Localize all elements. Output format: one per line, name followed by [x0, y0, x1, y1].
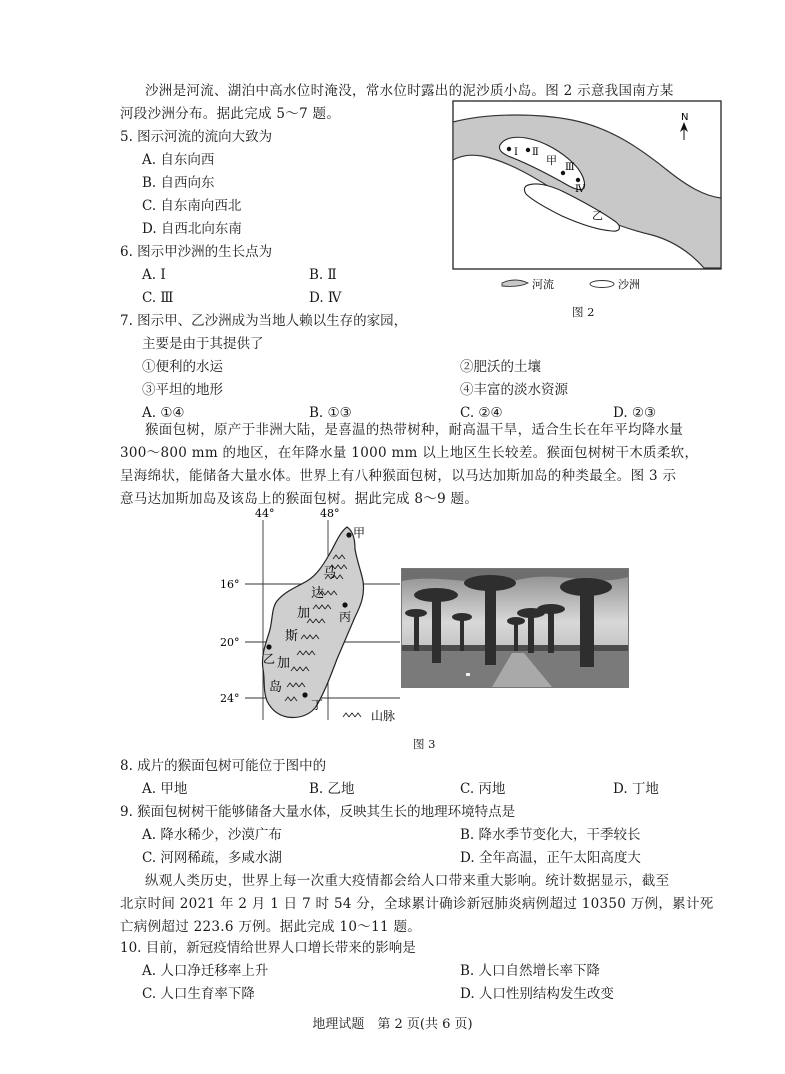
intro-passage-2-l3	[120, 465, 676, 488]
island-char-6: 岛	[269, 680, 283, 695]
page-footer: 地理试题 第 2 页(共 6 页)	[312, 1017, 473, 1032]
q7-choice-4: ④丰富的淡水资源	[460, 382, 568, 398]
island-char-1: 马	[323, 566, 337, 581]
legend-sandbar-symbol	[590, 281, 614, 288]
intro-passage-3-l1	[145, 870, 669, 893]
legend-mountain-symbol	[343, 713, 361, 717]
q7-choice-3: ③平坦的地形	[142, 382, 223, 398]
island-char-4: 斯	[285, 629, 299, 644]
intro-1-line-2: 河段沙洲分布。据此完成 5～7 题。	[120, 106, 341, 122]
intro-1-line-1: 沙洲是河流、湖泊中高水位时淹没，常水位时露出的泥沙质小岛。图 2 示意我国南方某	[145, 83, 674, 99]
point-jia-dot	[346, 532, 351, 537]
legend-river-label: 河流	[532, 278, 554, 291]
intro-3-line-1: 纵观人类历史，世界上每一次重大疫情都会给人口带来重大影响。统计数据显示，截至	[145, 873, 670, 889]
intro-passage-2-l1	[145, 419, 683, 442]
q5-stem: 5. 图示河流的流向大致为	[120, 129, 273, 145]
point-IV-dot	[576, 178, 580, 182]
q9-option-b[interactable]: B. 降水季节变化大，干季较长	[460, 827, 641, 843]
q7-choice-1: ①便利的水运	[142, 359, 223, 375]
q10-option-a[interactable]: A. 人口净迁移率上升	[142, 963, 269, 979]
sandbar-jia-label: 甲	[546, 154, 557, 167]
legend-sandbar-label: 沙洲	[618, 278, 640, 291]
north-label: N	[681, 112, 689, 123]
q7-stem-line-2: 主要是由于其提供了	[142, 336, 264, 352]
point-yi-label: 乙	[263, 652, 276, 666]
figure-2-sandbar-map	[452, 100, 724, 300]
q9-option-a[interactable]: A. 降水稀少，沙漠广布	[142, 827, 282, 843]
lat-24-label: 24°	[220, 692, 240, 705]
q8-option-d[interactable]: D. 丁地	[613, 781, 659, 797]
q6-option-a[interactable]: A. Ⅰ	[142, 267, 166, 283]
island-char-5: 加	[277, 656, 291, 671]
point-bing-dot	[342, 602, 347, 607]
point-III-label: Ⅲ	[565, 162, 575, 173]
legend-mountain-label: 山脉	[371, 709, 396, 723]
q9-option-d[interactable]: D. 全年高温，正午太阳高度大	[460, 850, 641, 866]
point-bing-label: 丙	[339, 610, 352, 624]
point-ding-label: 丁	[311, 698, 324, 712]
lat-16-label: 16°	[220, 578, 240, 591]
intro-passage-3-l3	[120, 916, 421, 939]
q5-option-a[interactable]: A. 自东向西	[142, 152, 215, 168]
intro-passage-1-cont	[120, 103, 340, 126]
q7-option-d[interactable]: D. ②③	[613, 405, 657, 421]
q5-option-c[interactable]: C. 自东南向西北	[142, 198, 242, 214]
intro-passage-3-l2	[120, 893, 714, 916]
q6-option-b[interactable]: B. Ⅱ	[309, 267, 337, 283]
intro-2-line-3: 呈海绵状，能储备大量水体。世界上有八种猴面包树，以马达加斯加岛的种类最全。图 3 示	[120, 468, 677, 484]
baobab-photo-image	[402, 569, 628, 687]
point-IV-label: Ⅳ	[575, 184, 585, 195]
q5-option-b[interactable]: B. 自西向东	[142, 175, 215, 191]
baobab-photo	[401, 568, 629, 688]
point-II-dot	[526, 148, 530, 152]
point-I-label: Ⅰ	[514, 147, 518, 158]
q8-option-b[interactable]: B. 乙地	[309, 781, 355, 797]
island-char-3: 加	[297, 606, 311, 621]
intro-2-line-4: 意马达加斯加岛及该岛上的猴面包树。据此完成 8～9 题。	[120, 491, 479, 507]
q10-option-b[interactable]: B. 人口自然增长率下降	[460, 963, 601, 979]
figure-2-caption: 图 2	[572, 305, 595, 319]
point-I-dot	[507, 147, 511, 151]
lon-48-label: 48°	[320, 507, 340, 520]
q7-option-c[interactable]: C. ②④	[460, 405, 503, 421]
intro-3-line-2: 北京时间 2021 年 2 月 1 日 7 时 54 分，全球累计确诊新冠肺炎病例超过 10350 万例，累计死	[120, 896, 714, 912]
q9-option-c[interactable]: C. 河网稀疏，多咸水湖	[142, 850, 282, 866]
q7-option-b[interactable]: B. ①③	[309, 405, 352, 421]
q10-stem: 10. 目前，新冠疫情给世界人口增长带来的影响是	[120, 940, 416, 956]
figure-3-caption: 图 3	[413, 737, 436, 751]
point-jia-label: 甲	[353, 526, 366, 540]
intro-3-line-3: 亡病例超过 223.6 万例。据此完成 10～11 题。	[120, 919, 422, 935]
intro-passage-2-l2	[120, 442, 698, 465]
q10-option-c[interactable]: C. 人口生育率下降	[142, 986, 255, 1002]
q7-option-a[interactable]: A. ①④	[142, 405, 185, 421]
q7-stem-line-1: 7. 图示甲、乙沙洲成为当地人赖以生存的家园，	[120, 313, 408, 329]
q5-option-d[interactable]: D. 自西北向东南	[142, 221, 242, 237]
intro-2-line-2: 300～800 mm 的地区，在年降水量 1000 mm 以上地区生长较差。猴面包树树干木质柔软，	[120, 445, 699, 461]
point-II-label: Ⅱ	[532, 147, 539, 158]
figure-3-madagascar-map	[215, 505, 405, 730]
q6-option-d[interactable]: D. Ⅳ	[309, 290, 342, 306]
intro-2-line-1: 猴面包树，原产于非洲大陆，是喜温的热带树种，耐高温干旱，适合生长在年平均降水量	[145, 422, 684, 438]
q9-stem: 9. 猴面包树树干能够储备大量水体，反映其生长的地理环境特点是	[120, 804, 516, 820]
legend-river-symbol	[502, 280, 528, 286]
q8-option-c[interactable]: C. 丙地	[460, 781, 506, 797]
lon-44-label: 44°	[255, 507, 275, 520]
q6-stem: 6. 图示甲沙洲的生长点为	[120, 244, 273, 260]
sandbar-yi-label: 乙	[592, 209, 603, 222]
lat-20-label: 20°	[220, 636, 240, 649]
q8-option-a[interactable]: A. 甲地	[142, 781, 188, 797]
island-char-2: 达	[311, 586, 325, 601]
q7-choice-2: ②肥沃的土壤	[460, 359, 541, 375]
q10-option-d[interactable]: D. 人口性别结构发生改变	[460, 986, 614, 1002]
point-yi-dot	[266, 644, 271, 649]
q8-stem: 8. 成片的猴面包树可能位于图中的	[120, 758, 327, 774]
point-ding-dot	[302, 692, 307, 697]
q6-option-c[interactable]: C. Ⅲ	[142, 290, 174, 306]
